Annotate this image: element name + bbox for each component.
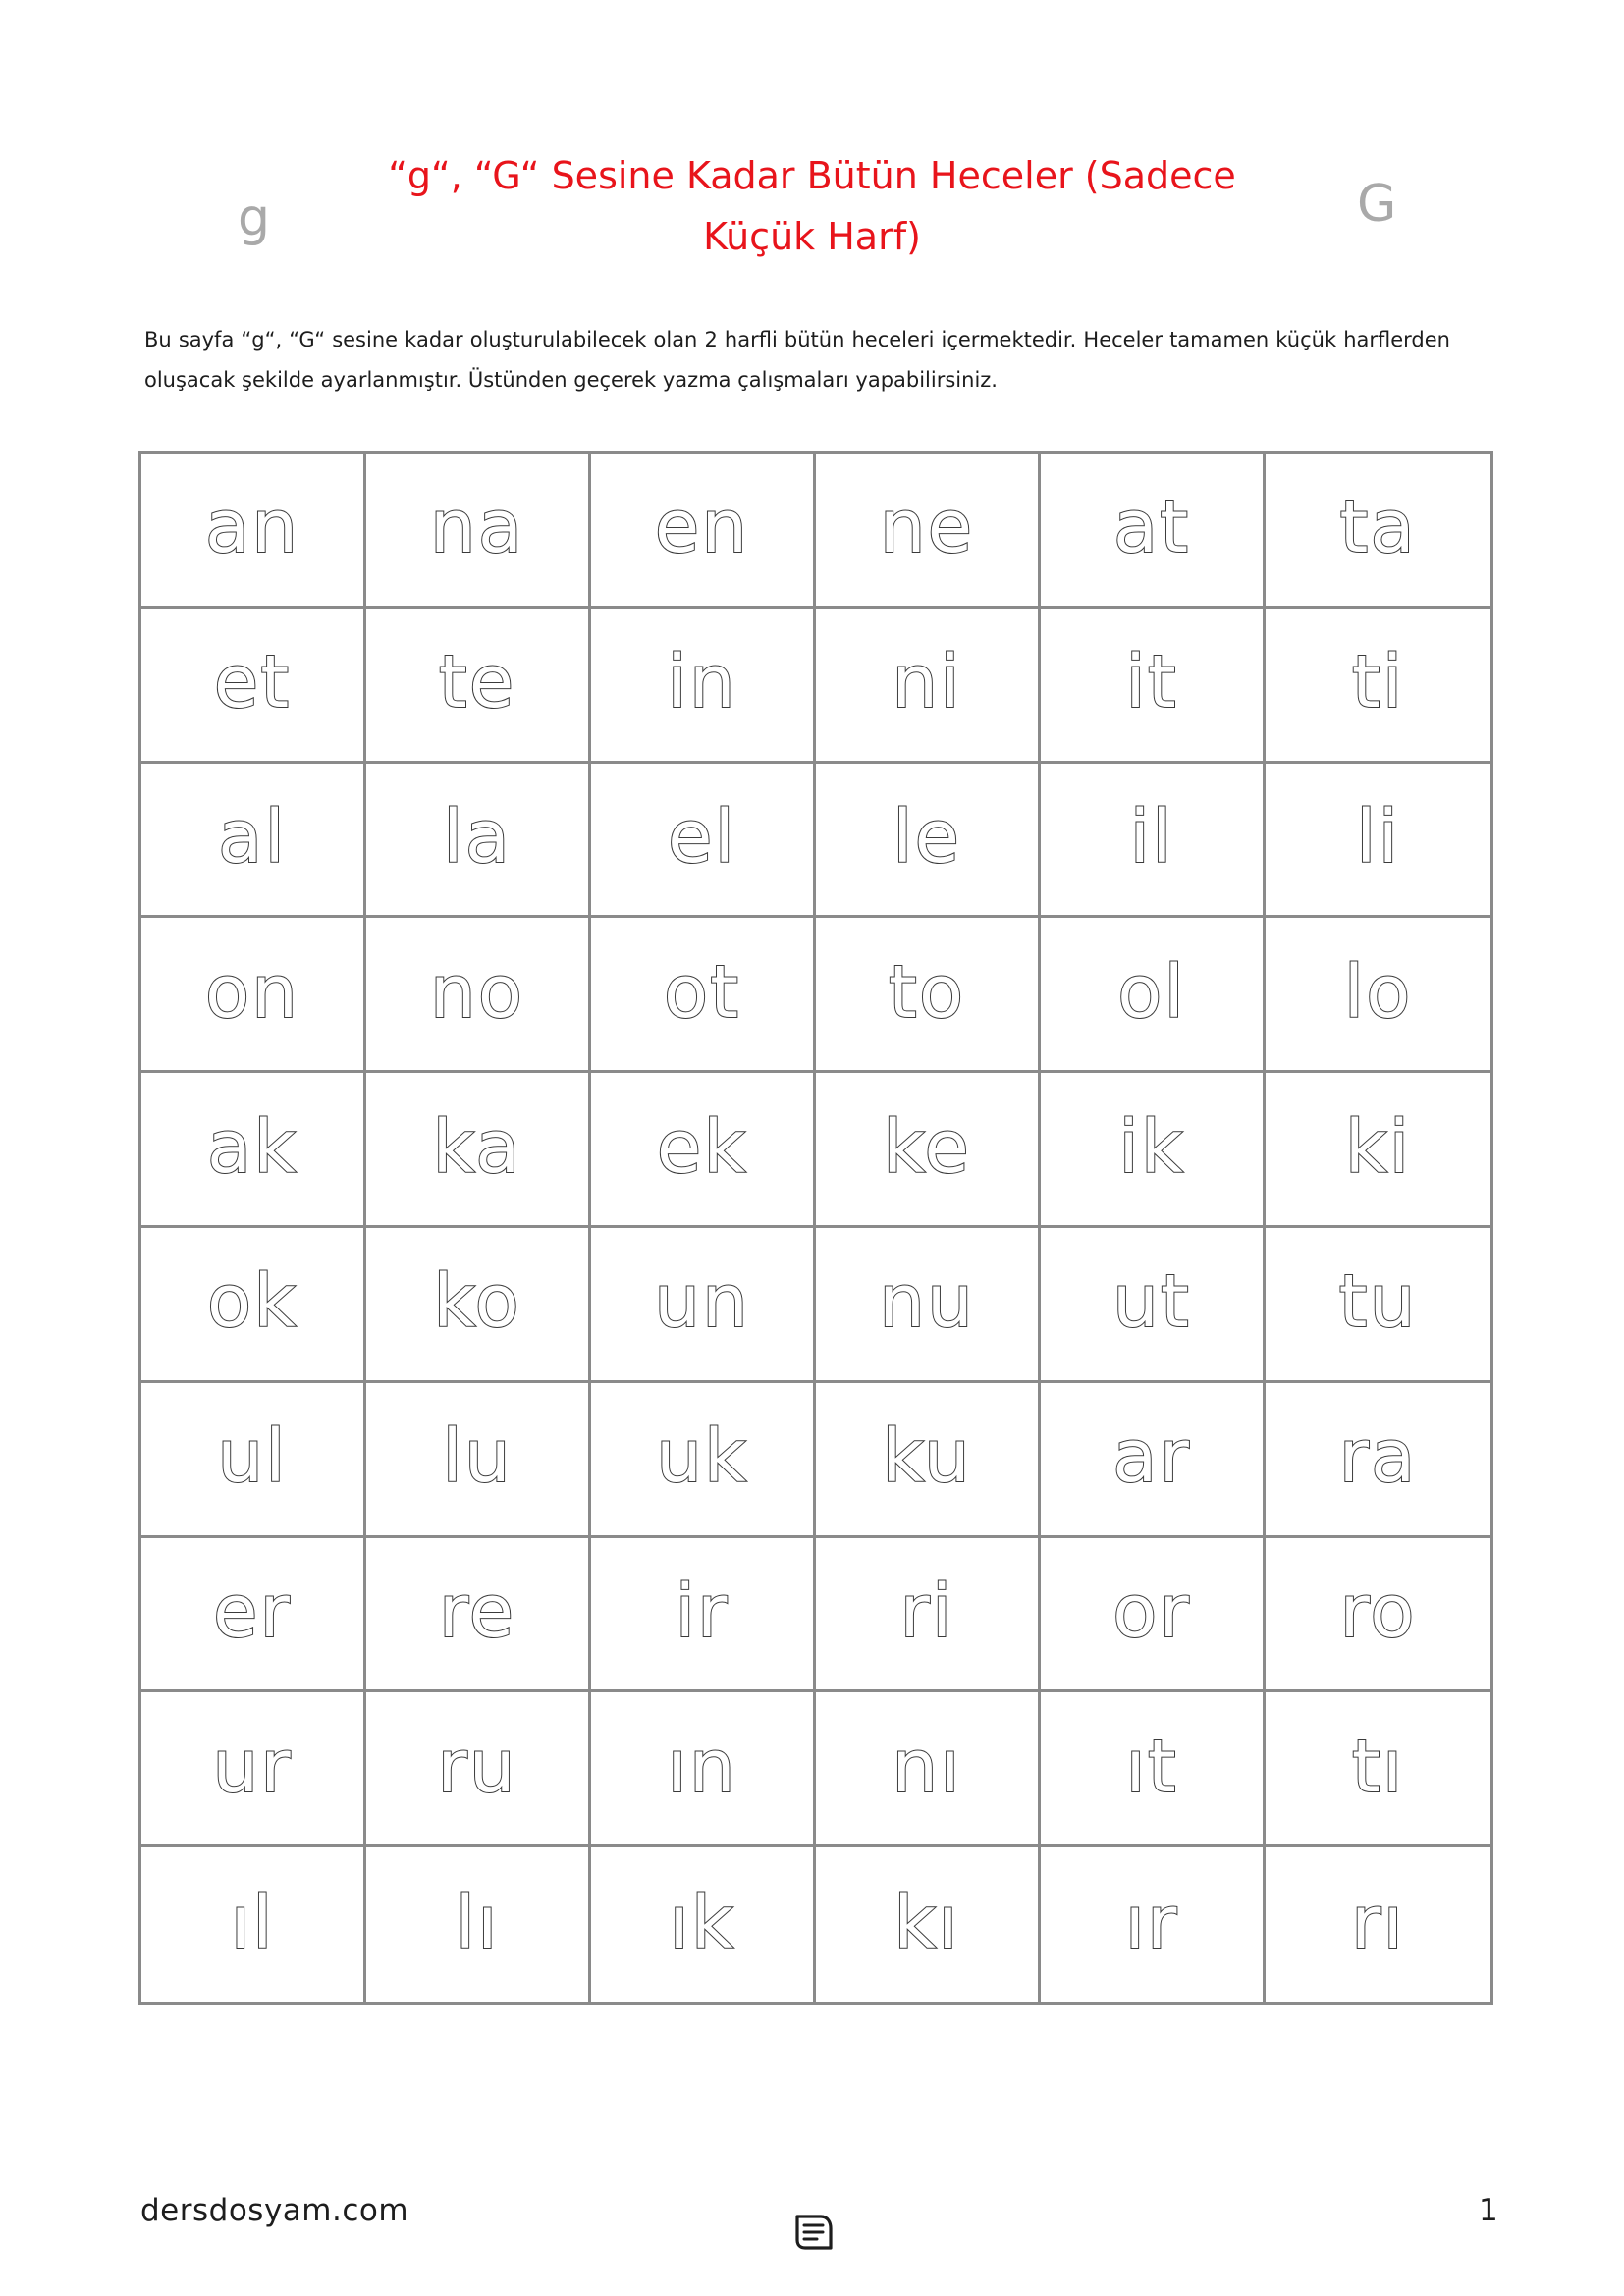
syllable-trace-text: li	[1355, 794, 1401, 880]
syllable-trace-text: ar	[1112, 1415, 1191, 1500]
syllable-trace-text: ık	[669, 1881, 735, 1966]
syllable-trace-text: tı	[1351, 1724, 1405, 1809]
page-title-line-1: “g“, “G“ Sesine Kadar Bütün Heceler (Sadece	[388, 154, 1236, 197]
syllable-trace-text: in	[667, 640, 737, 725]
syllable-trace-text: en	[654, 485, 750, 570]
syllable-trace-text: ek	[656, 1104, 748, 1190]
syllable-trace-text: ir	[675, 1569, 730, 1654]
intro-paragraph: Bu sayfa “g“, “G“ sesine kadar oluşturulabilecek olan 2 harfli bütün heceleri içermektedir. Heceler tamamen küçük harflerden oluşacak şekilde ayarlanmıştır. Üstünden geçerek yazma çalışmaları yapabilirsiniz.	[144, 328, 1450, 392]
syllable-cell	[366, 1692, 591, 1847]
syllable-trace-text: ur	[212, 1724, 293, 1809]
syllable-trace-text: ır	[1124, 1881, 1179, 1966]
syllable-trace-text: te	[438, 640, 516, 725]
syllable-cell	[591, 1847, 816, 2002]
syllable-cell	[591, 454, 816, 609]
syllable-trace-text: ne	[879, 485, 975, 570]
syllable-cell	[1266, 454, 1490, 609]
syllable-cell	[816, 1383, 1041, 1538]
syllable-grid	[138, 451, 1493, 2005]
syllable-trace-text: lı	[455, 1881, 500, 1966]
syllable-trace-text: rı	[1351, 1881, 1405, 1966]
syllable-cell	[591, 609, 816, 764]
syllable-cell	[591, 1538, 816, 1693]
syllable-cell	[1266, 918, 1490, 1073]
syllable-trace-text: kı	[893, 1881, 960, 1966]
syllable-trace-text: ko	[433, 1259, 521, 1345]
syllable-trace-text: lu	[442, 1415, 513, 1500]
syllable-trace-text: ta	[1339, 485, 1417, 570]
syllable-cell	[366, 609, 591, 764]
syllable-cell	[1041, 1383, 1266, 1538]
syllable-trace-text: at	[1112, 485, 1191, 570]
syllable-cell	[366, 918, 591, 1073]
syllable-trace-text: on	[204, 949, 300, 1035]
syllable-trace-text: ku	[882, 1415, 972, 1500]
syllable-cell	[1041, 1073, 1266, 1228]
syllable-cell	[1266, 609, 1490, 764]
syllable-cell	[141, 1383, 366, 1538]
syllable-trace-text: ot	[663, 949, 741, 1035]
syllable-cell	[1266, 764, 1490, 919]
syllable-cell	[366, 1538, 591, 1693]
syllable-trace-text: ro	[1339, 1569, 1417, 1654]
syllable-cell	[366, 454, 591, 609]
syllable-cell	[1041, 1538, 1266, 1693]
syllable-cell	[1266, 1692, 1490, 1847]
syllable-trace-text: to	[888, 949, 966, 1035]
syllable-cell	[816, 1847, 1041, 2002]
syllable-cell	[1041, 918, 1266, 1073]
syllable-trace-text: el	[667, 794, 737, 880]
syllable-trace-text: re	[438, 1569, 516, 1654]
syllable-cell	[141, 1847, 366, 2002]
syllable-cell	[141, 1228, 366, 1383]
syllable-trace-text: ri	[899, 1569, 954, 1654]
syllable-trace-text: et	[213, 640, 292, 725]
syllable-cell	[591, 1383, 816, 1538]
syllable-trace-text: ut	[1112, 1259, 1191, 1345]
syllable-trace-text: tu	[1338, 1259, 1418, 1345]
syllable-cell	[591, 1073, 816, 1228]
syllable-trace-text: uk	[656, 1415, 748, 1500]
syllable-cell	[1041, 1692, 1266, 1847]
syllable-cell	[816, 609, 1041, 764]
syllable-trace-text: an	[204, 485, 300, 570]
syllable-cell	[366, 1073, 591, 1228]
corner-letter-left: g	[238, 188, 271, 247]
syllable-cell	[1041, 1228, 1266, 1383]
syllable-cell	[141, 454, 366, 609]
syllable-trace-text: ra	[1338, 1415, 1418, 1500]
syllable-cell	[816, 1538, 1041, 1693]
syllable-cell	[141, 918, 366, 1073]
syllable-cell	[1266, 1383, 1490, 1538]
document-lines-icon	[791, 2211, 835, 2254]
syllable-cell	[366, 1847, 591, 2002]
syllable-cell	[816, 1228, 1041, 1383]
syllable-cell	[816, 1692, 1041, 1847]
syllable-trace-text: ın	[667, 1724, 737, 1809]
syllable-trace-text: ıt	[1125, 1724, 1178, 1809]
syllable-cell	[591, 1228, 816, 1383]
syllable-trace-text: un	[654, 1259, 750, 1345]
syllable-cell	[141, 1538, 366, 1693]
syllable-trace-text: ul	[217, 1415, 288, 1500]
syllable-cell	[591, 918, 816, 1073]
syllable-cell	[1041, 609, 1266, 764]
corner-letter-right: G	[1357, 175, 1397, 234]
syllable-cell	[366, 764, 591, 919]
syllable-trace-text: er	[213, 1569, 292, 1654]
syllable-trace-text: ol	[1117, 949, 1186, 1035]
syllable-cell	[816, 764, 1041, 919]
syllable-cell	[1041, 764, 1266, 919]
syllable-cell	[1041, 454, 1266, 609]
syllable-trace-text: ka	[432, 1104, 522, 1190]
syllable-trace-text: lo	[1343, 949, 1413, 1035]
syllable-cell	[591, 1692, 816, 1847]
syllable-trace-text: ak	[206, 1104, 298, 1190]
syllable-cell	[141, 764, 366, 919]
syllable-trace-text: la	[443, 794, 512, 880]
syllable-cell	[816, 918, 1041, 1073]
syllable-trace-text: ki	[1344, 1104, 1412, 1190]
syllable-trace-text: ok	[206, 1259, 298, 1345]
syllable-trace-text: ni	[892, 640, 962, 725]
syllable-trace-text: na	[429, 485, 525, 570]
syllable-trace-text: ti	[1351, 640, 1405, 725]
syllable-cell	[816, 1073, 1041, 1228]
syllable-trace-text: al	[218, 794, 287, 880]
footer-site-name[interactable]: dersdosyam.com	[140, 2193, 409, 2228]
syllable-trace-text: no	[429, 949, 525, 1035]
syllable-trace-text: it	[1125, 640, 1178, 725]
syllable-cell	[1041, 1847, 1266, 2002]
syllable-cell	[1266, 1847, 1490, 2002]
syllable-trace-text: le	[892, 794, 962, 880]
syllable-cell	[366, 1383, 591, 1538]
syllable-cell	[1266, 1228, 1490, 1383]
syllable-cell	[141, 609, 366, 764]
syllable-trace-text: ik	[1118, 1104, 1185, 1190]
syllable-cell	[141, 1692, 366, 1847]
page-title	[373, 145, 1251, 267]
page-title-line-2: Küçük Harf)	[703, 215, 921, 258]
syllable-cell	[1266, 1073, 1490, 1228]
syllable-trace-text: ke	[883, 1104, 971, 1190]
syllable-cell	[366, 1228, 591, 1383]
syllable-trace-text: il	[1129, 794, 1174, 880]
syllable-cell	[141, 1073, 366, 1228]
syllable-trace-text: ıl	[230, 1881, 275, 1966]
syllable-cell	[591, 764, 816, 919]
syllable-trace-text: or	[1112, 1569, 1191, 1654]
syllable-trace-text: nu	[879, 1259, 975, 1345]
syllable-trace-text: nı	[892, 1724, 962, 1809]
syllable-cell	[816, 454, 1041, 609]
syllable-trace-text: ru	[437, 1724, 517, 1809]
syllable-cell	[1266, 1538, 1490, 1693]
page-number: 1	[1479, 2193, 1498, 2228]
